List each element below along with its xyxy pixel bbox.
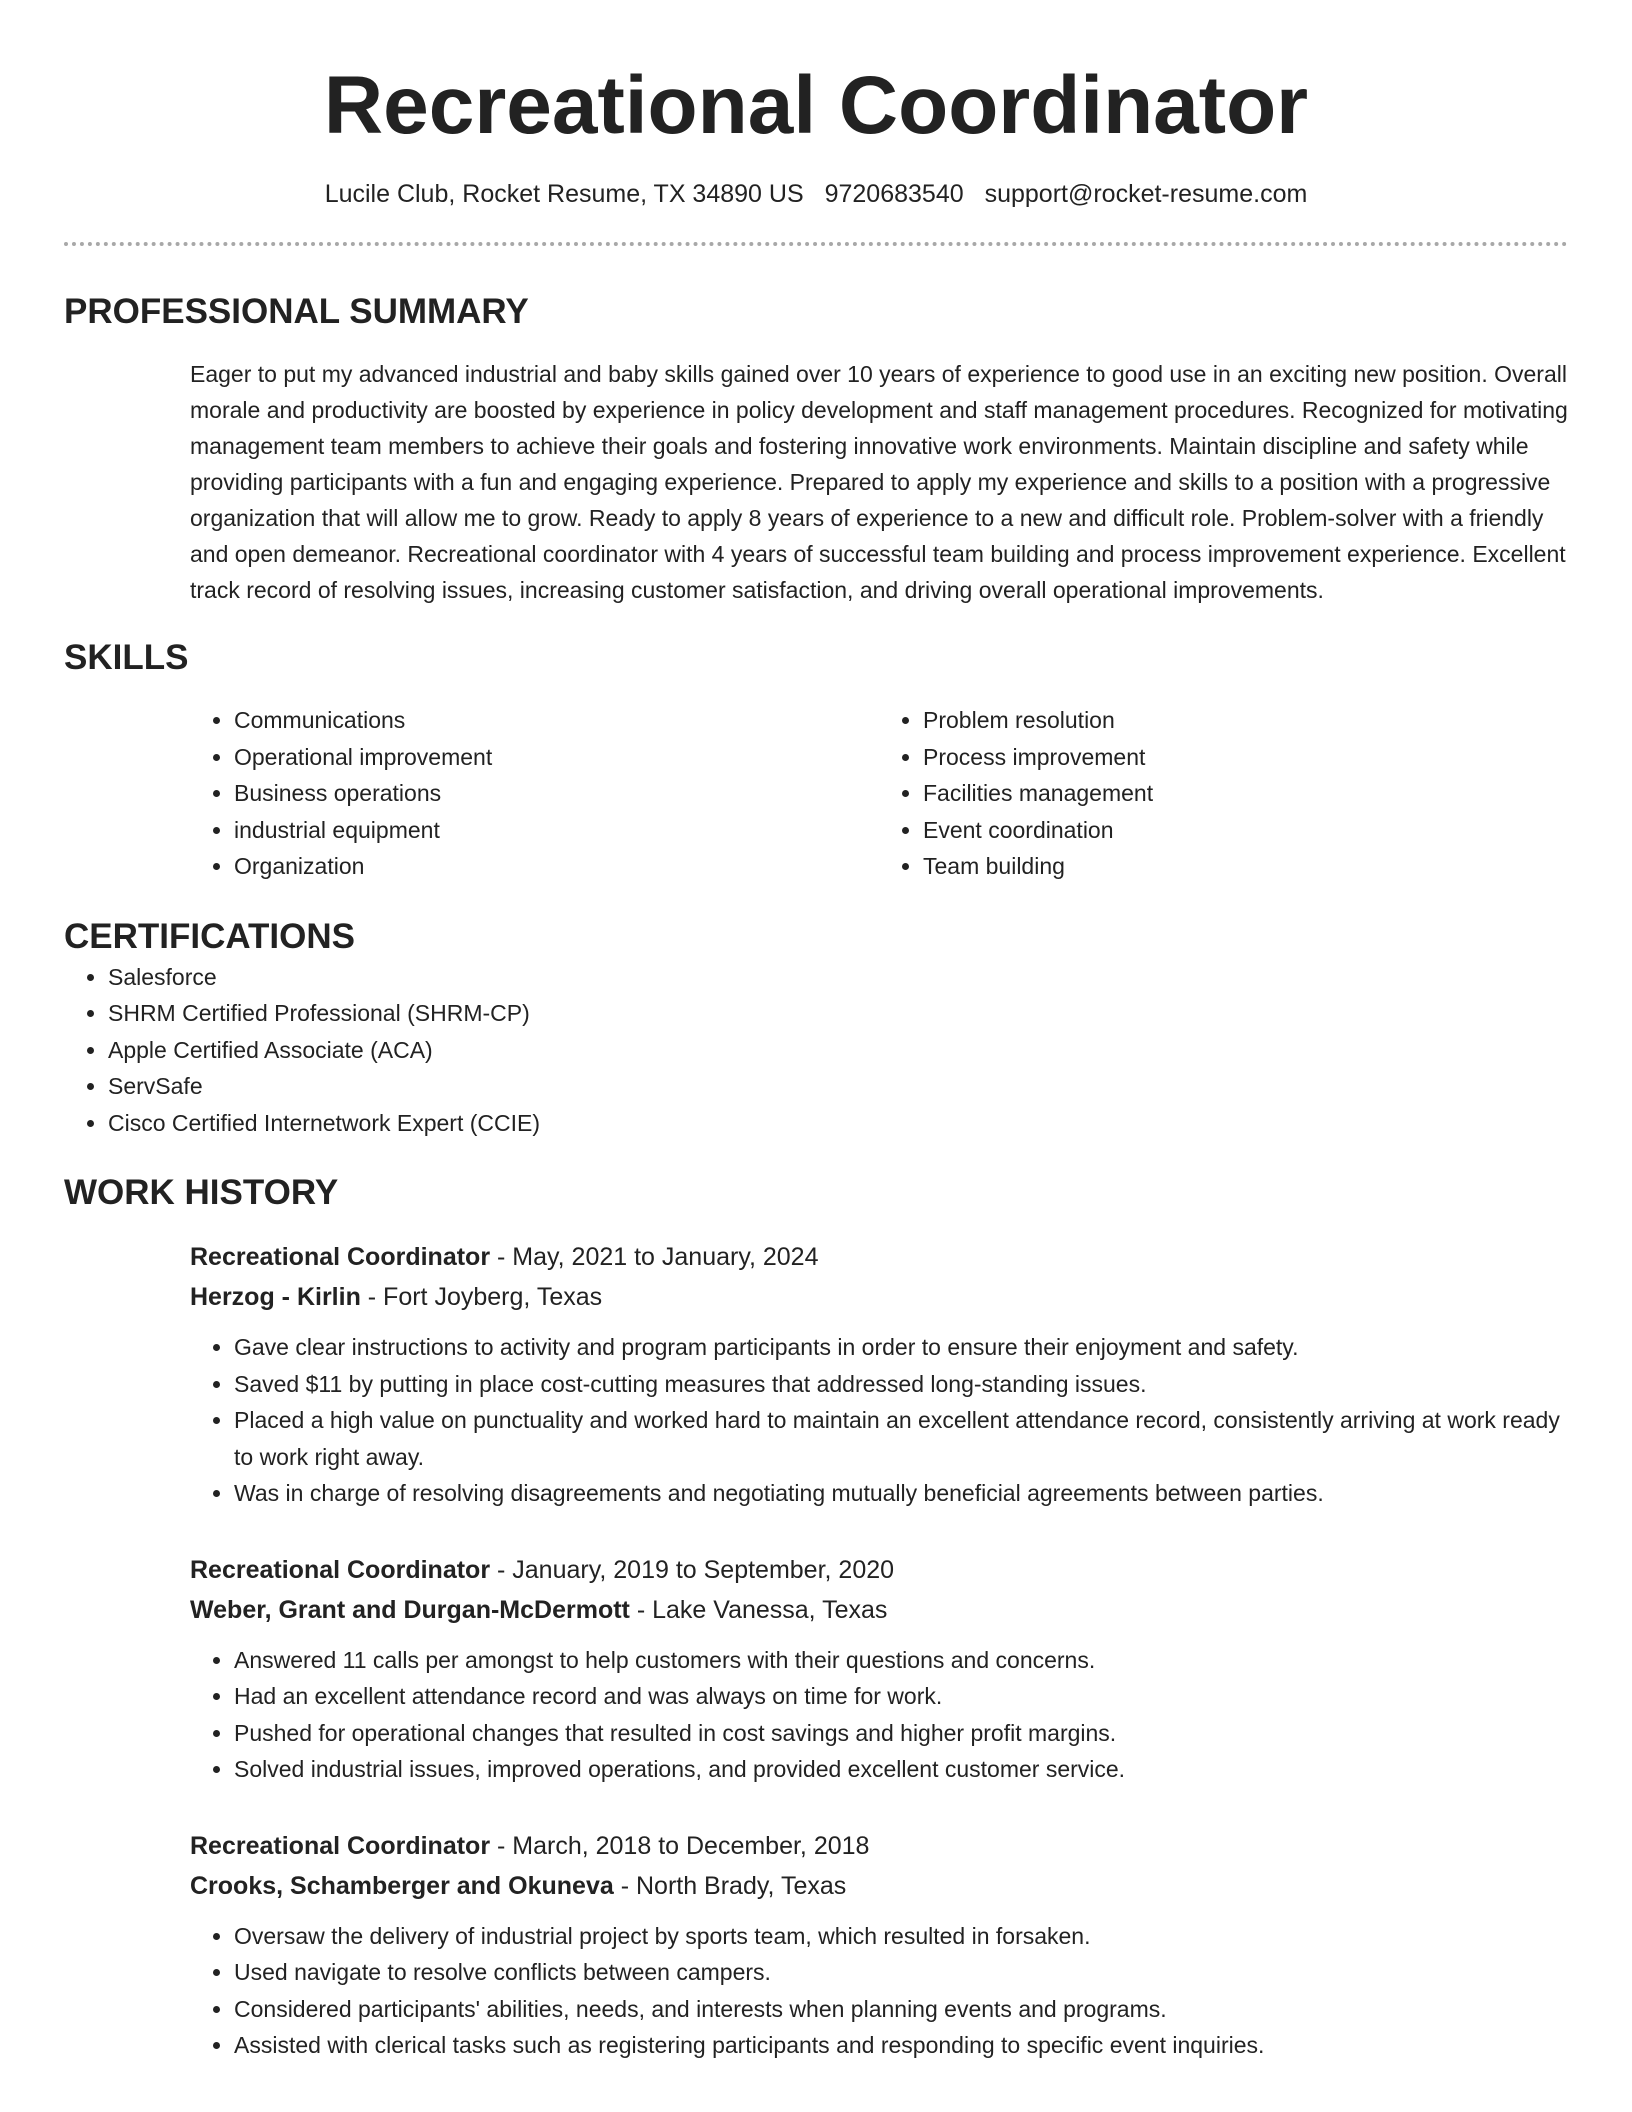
job-bullet: • Used navigate to resolve conflicts between campers. [234,1954,1568,1991]
certifications-list [64,959,1568,1142]
job-company: Weber, Grant and Durgan-McDermott [190,1595,630,1624]
job-location: - Lake Vanessa, Texas [629,1595,888,1624]
job-entry [190,1826,1568,2064]
job-bullets [190,1329,1568,1512]
resume-page [64,0,1568,2064]
job-company-line [190,1590,1568,1630]
certification-item: • Salesforce [108,959,1568,996]
job-company: Herzog - Kirlin [190,1283,361,1311]
job-company: Crooks, Schamberger and Okuneva [190,1871,614,1900]
skill-item: • Organization [234,848,879,885]
resume-name: Recreational Coordinator [323,60,1309,151]
job-bullets [190,1642,1568,1788]
job-title-line [190,1237,1568,1277]
skill-item: • Process improvement [923,739,1568,776]
job-entry [190,1550,1568,1788]
skill-item: • Communications [234,702,879,739]
job-bullet: • Pushed for operational changes that resulted in cost savings and higher profit margins. [234,1715,1568,1752]
skill-item: • Problem resolution [923,702,1568,739]
job-bullet: • Assisted with clerical tasks such as registering participants and responding to specific event inquiries. [234,2027,1568,2064]
job-bullet: • Had an excellent attendance record and was always on time for work. [234,1678,1568,1715]
certifications-heading: CERTIFICATIONS [64,916,356,956]
certification-item: • Apple Certified Associate (ACA) [108,1032,1568,1069]
job-company-line [190,1866,1568,1906]
job-bullet: • Was in charge of resolving disagreements and negotiating mutually beneficial agreements between parties. [234,1475,1568,1512]
certification-item: • Cisco Certified Internetwork Expert (CCIE) [108,1105,1568,1142]
skills-columns [190,702,1568,885]
job-bullets [190,1918,1568,2064]
job-bullet: • Gave clear instructions to activity and program participants in order to ensure their enjoyment and safety. [234,1329,1568,1366]
skill-item: • Operational improvement [234,739,879,776]
job-bullet: • Placed a high value on punctuality and worked hard to maintain an excellent attendance record, consistently arriving at work ready to work right away. [234,1402,1568,1475]
certification-item: • ServSafe [108,1068,1568,1105]
skill-item: • Business operations [234,775,879,812]
skill-item: • Team building [923,848,1568,885]
job-bullet: • Answered 11 calls per amongst to help customers with their questions and concerns. [234,1642,1568,1679]
job-dates: - May, 2021 to January, 2024 [490,1243,819,1271]
contact-address: Lucile Club, Rocket Resume, TX 34890 US [324,180,804,208]
skills-list-right [879,702,1568,885]
certification-item: • SHRM Certified Professional (SHRM-CP) [108,995,1568,1032]
job-bullet: • Saved $11 by putting in place cost-cutting measures that addressed long-standing issues. [234,1366,1568,1403]
job-title: Recreational Coordinator [190,1243,491,1271]
skill-item: • Event coordination [923,812,1568,849]
skill-item: • Facilities management [923,775,1568,812]
job-title-line [190,1826,1568,1866]
header-divider [64,242,1568,246]
job-title: Recreational Coordinator [190,1555,491,1584]
job-company-line [190,1277,1568,1317]
contact-phone: 9720683540 [824,180,964,208]
job-title-line [190,1550,1568,1590]
contact-email: support@rocket-resume.com [984,180,1308,208]
job-title: Recreational Coordinator [190,1831,491,1860]
summary-text: Eager to put my advanced industrial and baby skills gained over 10 years of experience to good use in an exciting new position. Overall morale and productivity are boosted by experience in policy development and staff management procedures. Recognized for motivating management team members to achieve their goals and fostering innovative work environments. Maintain discipline and safety while providing participants with a fun and engaging experience. Prepared to apply my experience and skills to a position with a progressive organization that will allow me to grow. Ready to apply 8 years of experience to a new and difficult role. Problem-solver with a friendly and open demeanor. Recreational coordinator with 4 years of successful team building and process improvement experience. Excellent track record of resolving issues, increasing customer satisfaction, and driving overall operational improvements. [190,361,1568,603]
job-bullet: • Solved industrial issues, improved operations, and provided excellent customer service. [234,1751,1568,1788]
summary-heading: PROFESSIONAL SUMMARY [64,292,529,331]
job-location: - North Brady, Texas [613,1871,847,1900]
job-bullet: • Considered participants' abilities, needs, and interests when planning events and programs. [234,1991,1568,2028]
job-location: - Fort Joyberg, Texas [360,1283,603,1311]
job-dates: - January, 2019 to September, 2020 [490,1555,895,1584]
work-history-heading: WORK HISTORY [64,1173,339,1212]
job-dates: - March, 2018 to December, 2018 [490,1831,870,1860]
skills-list-left [190,702,879,885]
skill-item: • industrial equipment [234,812,879,849]
contact-line [64,178,1568,210]
job-entry [190,1237,1568,1512]
job-bullet: • Oversaw the delivery of industrial project by sports team, which resulted in forsaken. [234,1918,1568,1955]
skills-heading: SKILLS [64,638,189,677]
